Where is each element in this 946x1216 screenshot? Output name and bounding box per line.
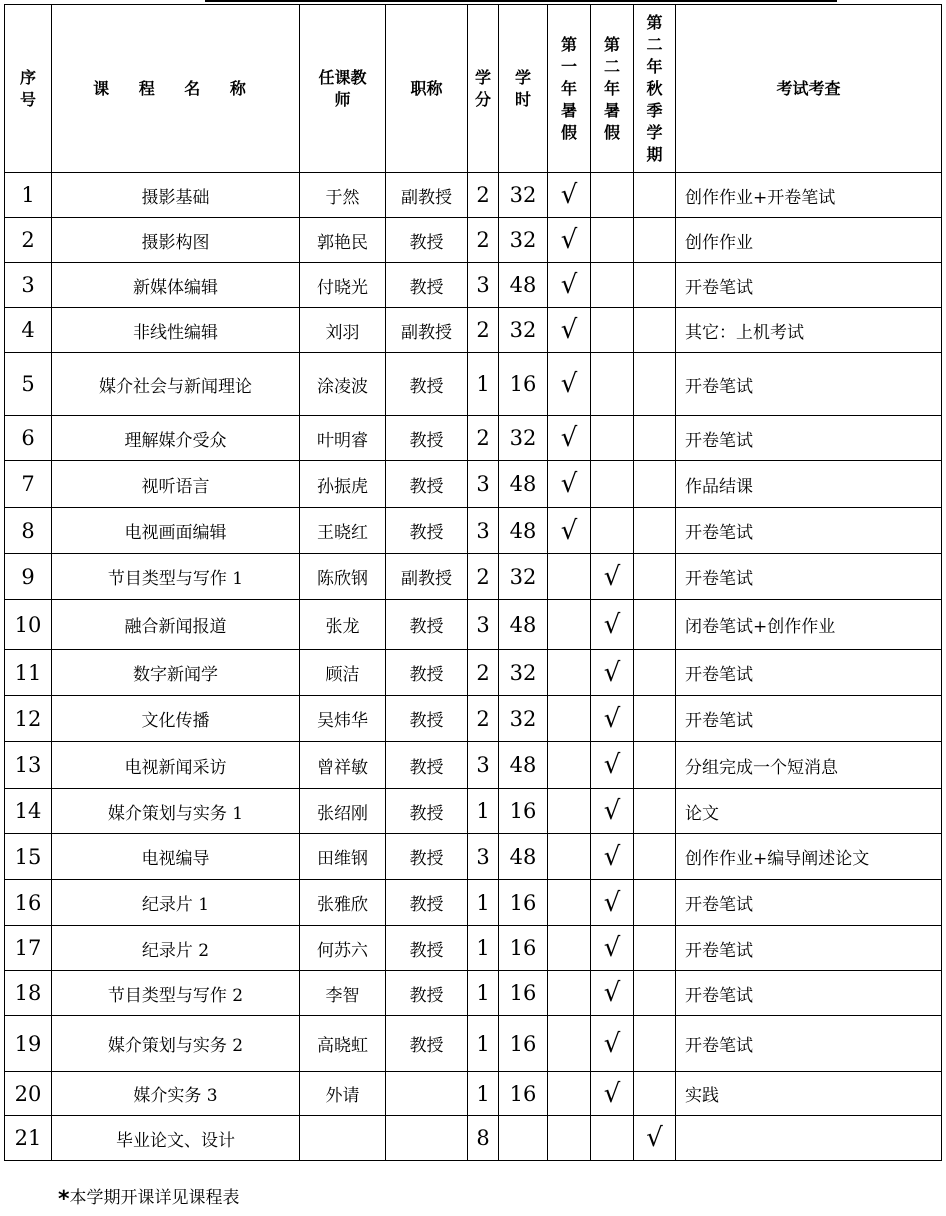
row-course-name: 文化传播 <box>52 696 300 742</box>
row-hours: 48 <box>499 742 548 789</box>
table-row <box>5 1016 942 1072</box>
check-mark-icon: √ <box>603 750 621 780</box>
row-credit: 2 <box>468 218 499 263</box>
row-course-name: 媒介策划与实务 2 <box>52 1016 300 1072</box>
table-row <box>5 600 942 650</box>
row-course-name: 纪录片 1 <box>52 880 300 926</box>
row-credit: 1 <box>468 1016 499 1072</box>
row-year2-summer <box>591 650 634 696</box>
row-exam: 论文 <box>676 789 942 834</box>
row-hours: 32 <box>499 218 548 263</box>
check-mark-icon: √ <box>603 1028 621 1059</box>
row-credit: 3 <box>468 834 499 880</box>
row-exam: 开卷笔试 <box>676 650 942 696</box>
row-year2-summer <box>591 926 634 971</box>
row-exam: 创作作业+开卷笔试 <box>676 173 942 218</box>
row-hours: 48 <box>499 263 548 308</box>
check-mark-icon: √ <box>603 887 621 918</box>
row-seq: 17 <box>5 926 52 971</box>
table-row <box>5 353 942 416</box>
row-exam: 开卷笔试 <box>676 508 942 554</box>
table-body <box>5 173 942 1161</box>
row-credit: 2 <box>468 416 499 461</box>
row-exam: 开卷笔试 <box>676 971 942 1016</box>
table-row <box>5 696 942 742</box>
row-seq: 7 <box>5 461 52 508</box>
row-year2-summer <box>591 353 634 416</box>
header-seq: 序号 <box>5 5 52 173</box>
table-row <box>5 650 942 696</box>
row-teacher: 田维钢 <box>300 834 386 880</box>
row-year2-summer <box>591 508 634 554</box>
row-exam: 开卷笔试 <box>676 880 942 926</box>
row-seq: 11 <box>5 650 52 696</box>
row-seq: 18 <box>5 971 52 1016</box>
row-course-name: 电视编导 <box>52 834 300 880</box>
row-title: 副教授 <box>386 308 468 353</box>
row-teacher: 顾洁 <box>300 650 386 696</box>
table-header <box>5 5 942 173</box>
row-year2-summer <box>591 971 634 1016</box>
row-title: 教授 <box>386 789 468 834</box>
check-mark-icon: √ <box>603 1078 621 1109</box>
row-year2-summer <box>591 308 634 353</box>
table-row <box>5 880 942 926</box>
row-seq: 2 <box>5 218 52 263</box>
row-year2-summer <box>591 263 634 308</box>
row-year2-summer <box>591 554 634 600</box>
row-seq: 10 <box>5 600 52 650</box>
row-course-name: 电视新闻采访 <box>52 742 300 789</box>
table-row <box>5 218 942 263</box>
row-hours: 16 <box>499 880 548 926</box>
row-title: 教授 <box>386 508 468 554</box>
row-seq: 21 <box>5 1116 52 1161</box>
row-seq: 16 <box>5 880 52 926</box>
table-row <box>5 742 942 789</box>
header-year2-autumn: 第二年秋季学期 <box>634 5 676 173</box>
check-mark-icon: √ <box>560 515 578 546</box>
check-mark-icon: √ <box>646 1123 663 1153</box>
check-mark-icon: √ <box>560 369 578 399</box>
row-course-name: 数字新闻学 <box>52 650 300 696</box>
row-course-name: 新媒体编辑 <box>52 263 300 308</box>
check-mark-icon: √ <box>603 703 621 734</box>
row-year1-summer <box>548 353 591 416</box>
row-year1-summer <box>548 263 591 308</box>
header-credit: 学分 <box>468 5 499 173</box>
row-teacher: 何苏六 <box>300 926 386 971</box>
row-title: 副教授 <box>386 173 468 218</box>
row-year2-summer <box>591 1072 634 1116</box>
row-course-name: 媒介实务 3 <box>52 1072 300 1116</box>
row-course-name: 毕业论文、设计 <box>52 1116 300 1161</box>
row-year2-summer <box>591 742 634 789</box>
row-credit: 1 <box>468 926 499 971</box>
table-row <box>5 1072 942 1116</box>
row-seq: 3 <box>5 263 52 308</box>
check-mark-icon: √ <box>560 315 578 345</box>
row-year2-autumn <box>634 1016 676 1072</box>
header-course-name: 课 程 名 称 <box>52 5 300 173</box>
check-mark-icon: √ <box>560 180 578 210</box>
row-year1-summer <box>548 696 591 742</box>
row-year1-summer <box>548 1072 591 1116</box>
row-credit: 3 <box>468 461 499 508</box>
row-year2-summer <box>591 416 634 461</box>
row-teacher: 张龙 <box>300 600 386 650</box>
row-hours: 32 <box>499 696 548 742</box>
row-exam: 开卷笔试 <box>676 416 942 461</box>
row-course-name: 融合新闻报道 <box>52 600 300 650</box>
table-row <box>5 554 942 600</box>
row-teacher: 于然 <box>300 173 386 218</box>
check-mark-icon: √ <box>603 796 621 826</box>
check-mark-icon: √ <box>560 270 578 300</box>
footnote-star: * <box>58 1187 70 1212</box>
table-row <box>5 926 942 971</box>
row-teacher: 李智 <box>300 971 386 1016</box>
row-credit: 2 <box>468 696 499 742</box>
row-credit: 8 <box>468 1116 499 1161</box>
row-year2-autumn <box>634 308 676 353</box>
row-year2-autumn <box>634 600 676 650</box>
row-year2-autumn <box>634 926 676 971</box>
row-year2-summer <box>591 173 634 218</box>
row-credit: 1 <box>468 1072 499 1116</box>
row-year2-autumn <box>634 1116 676 1161</box>
row-exam: 开卷笔试 <box>676 926 942 971</box>
row-hours: 32 <box>499 416 548 461</box>
row-year2-autumn <box>634 554 676 600</box>
row-exam: 开卷笔试 <box>676 1016 942 1072</box>
footnote <box>58 1183 240 1212</box>
row-year1-summer <box>548 308 591 353</box>
course-table <box>4 4 942 1161</box>
row-credit: 3 <box>468 742 499 789</box>
check-mark-icon: √ <box>603 609 621 640</box>
row-year2-autumn <box>634 353 676 416</box>
row-title: 教授 <box>386 696 468 742</box>
row-title: 教授 <box>386 880 468 926</box>
row-teacher: 刘羽 <box>300 308 386 353</box>
row-year1-summer <box>548 554 591 600</box>
row-exam: 分组完成一个短消息 <box>676 742 942 789</box>
row-year1-summer <box>548 173 591 218</box>
row-course-name: 节目类型与写作 1 <box>52 554 300 600</box>
header-teacher: 任课教师 <box>300 5 386 173</box>
row-seq: 6 <box>5 416 52 461</box>
row-teacher: 曾祥敏 <box>300 742 386 789</box>
row-exam: 其它：上机考试 <box>676 308 942 353</box>
row-title: 教授 <box>386 926 468 971</box>
row-title: 教授 <box>386 461 468 508</box>
check-mark-icon: √ <box>603 561 621 592</box>
header-year1-summer: 第一年暑假 <box>548 5 591 173</box>
row-year1-summer <box>548 742 591 789</box>
row-seq: 1 <box>5 173 52 218</box>
row-exam: 实践 <box>676 1072 942 1116</box>
row-exam: 创作作业+编导阐述论文 <box>676 834 942 880</box>
row-credit: 2 <box>468 650 499 696</box>
table-row <box>5 508 942 554</box>
row-exam: 开卷笔试 <box>676 353 942 416</box>
row-year1-summer <box>548 650 591 696</box>
row-credit: 3 <box>468 600 499 650</box>
row-year2-autumn <box>634 789 676 834</box>
row-year2-autumn <box>634 508 676 554</box>
header-year2-summer: 第二年暑假 <box>591 5 634 173</box>
row-year1-summer <box>548 834 591 880</box>
row-teacher: 张雅欣 <box>300 880 386 926</box>
row-year2-autumn <box>634 834 676 880</box>
row-year2-summer <box>591 696 634 742</box>
row-year2-summer <box>591 880 634 926</box>
row-seq: 12 <box>5 696 52 742</box>
row-year2-autumn <box>634 1072 676 1116</box>
row-year2-autumn <box>634 461 676 508</box>
row-teacher: 涂凌波 <box>300 353 386 416</box>
row-exam: 开卷笔试 <box>676 554 942 600</box>
row-year1-summer <box>548 971 591 1016</box>
row-seq: 13 <box>5 742 52 789</box>
row-hours: 16 <box>499 926 548 971</box>
row-course-name: 摄影构图 <box>52 218 300 263</box>
row-title: 教授 <box>386 263 468 308</box>
row-teacher <box>300 1116 386 1161</box>
footnote-text: 本学期开课详见课程表 <box>69 1188 240 1208</box>
row-exam: 闭卷笔试+创作作业 <box>676 600 942 650</box>
row-title: 副教授 <box>386 554 468 600</box>
row-hours: 32 <box>499 650 548 696</box>
row-hours: 48 <box>499 834 548 880</box>
row-year2-autumn <box>634 173 676 218</box>
row-year2-autumn <box>634 696 676 742</box>
row-hours: 16 <box>499 1016 548 1072</box>
row-exam: 作品结课 <box>676 461 942 508</box>
row-year2-summer <box>591 1016 634 1072</box>
row-hours: 32 <box>499 173 548 218</box>
row-year1-summer <box>548 218 591 263</box>
table-row <box>5 1116 942 1161</box>
row-teacher: 外请 <box>300 1072 386 1116</box>
row-teacher: 陈欣钢 <box>300 554 386 600</box>
row-title: 教授 <box>386 1016 468 1072</box>
check-mark-icon: √ <box>560 423 578 453</box>
row-year2-autumn <box>634 416 676 461</box>
row-hours: 16 <box>499 971 548 1016</box>
row-seq: 15 <box>5 834 52 880</box>
check-mark-icon: √ <box>560 225 578 255</box>
check-mark-icon: √ <box>603 978 621 1008</box>
row-course-name: 摄影基础 <box>52 173 300 218</box>
row-hours: 32 <box>499 554 548 600</box>
check-mark-icon: √ <box>603 933 621 963</box>
row-course-name: 媒介策划与实务 1 <box>52 789 300 834</box>
row-year1-summer <box>548 1016 591 1072</box>
row-title: 教授 <box>386 416 468 461</box>
table-row <box>5 173 942 218</box>
row-seq: 19 <box>5 1016 52 1072</box>
row-year2-summer <box>591 789 634 834</box>
row-title: 教授 <box>386 971 468 1016</box>
row-title <box>386 1116 468 1161</box>
row-title: 教授 <box>386 742 468 789</box>
row-year2-autumn <box>634 650 676 696</box>
row-course-name: 非线性编辑 <box>52 308 300 353</box>
row-year1-summer <box>548 461 591 508</box>
table-row <box>5 461 942 508</box>
row-exam: 创作作业 <box>676 218 942 263</box>
row-title: 教授 <box>386 600 468 650</box>
row-year2-autumn <box>634 971 676 1016</box>
row-teacher: 吴炜华 <box>300 696 386 742</box>
row-year1-summer <box>548 1116 591 1161</box>
row-teacher: 郭艳民 <box>300 218 386 263</box>
row-teacher: 孙振虎 <box>300 461 386 508</box>
row-title: 教授 <box>386 218 468 263</box>
row-year2-summer <box>591 218 634 263</box>
row-hours: 32 <box>499 308 548 353</box>
row-course-name: 节目类型与写作 2 <box>52 971 300 1016</box>
row-seq: 4 <box>5 308 52 353</box>
header-hours: 学时 <box>499 5 548 173</box>
row-year1-summer <box>548 416 591 461</box>
row-hours: 16 <box>499 353 548 416</box>
row-year1-summer <box>548 880 591 926</box>
row-credit: 1 <box>468 353 499 416</box>
table-row <box>5 263 942 308</box>
row-credit: 1 <box>468 971 499 1016</box>
row-credit: 1 <box>468 880 499 926</box>
row-credit: 3 <box>468 508 499 554</box>
table-row <box>5 971 942 1016</box>
row-year2-autumn <box>634 218 676 263</box>
row-teacher: 张绍刚 <box>300 789 386 834</box>
header-exam: 考试考查 <box>676 5 942 173</box>
row-year2-summer <box>591 1116 634 1161</box>
row-exam: 开卷笔试 <box>676 696 942 742</box>
row-title <box>386 1072 468 1116</box>
row-title: 教授 <box>386 353 468 416</box>
row-hours: 16 <box>499 789 548 834</box>
row-seq: 9 <box>5 554 52 600</box>
row-hours: 16 <box>499 1072 548 1116</box>
row-seq: 20 <box>5 1072 52 1116</box>
row-credit: 2 <box>468 308 499 353</box>
row-seq: 8 <box>5 508 52 554</box>
row-title: 教授 <box>386 650 468 696</box>
row-hours: 48 <box>499 600 548 650</box>
row-year2-autumn <box>634 263 676 308</box>
check-mark-icon: √ <box>603 657 621 688</box>
row-course-name: 视听语言 <box>52 461 300 508</box>
row-year1-summer <box>548 789 591 834</box>
row-credit: 3 <box>468 263 499 308</box>
row-year2-autumn <box>634 742 676 789</box>
row-credit: 2 <box>468 554 499 600</box>
row-exam <box>676 1116 942 1161</box>
row-teacher: 叶明睿 <box>300 416 386 461</box>
top-rule <box>205 0 837 2</box>
row-credit: 2 <box>468 173 499 218</box>
row-hours <box>499 1116 548 1161</box>
check-mark-icon: √ <box>603 841 621 872</box>
row-course-name: 理解媒介受众 <box>52 416 300 461</box>
check-mark-icon: √ <box>560 469 578 499</box>
row-year2-summer <box>591 834 634 880</box>
table-row <box>5 834 942 880</box>
row-year1-summer <box>548 600 591 650</box>
row-seq: 5 <box>5 353 52 416</box>
table-row <box>5 789 942 834</box>
row-title: 教授 <box>386 834 468 880</box>
row-hours: 48 <box>499 508 548 554</box>
table-row <box>5 308 942 353</box>
header-title: 职称 <box>386 5 468 173</box>
row-teacher: 付晓光 <box>300 263 386 308</box>
row-course-name: 电视画面编辑 <box>52 508 300 554</box>
row-seq: 14 <box>5 789 52 834</box>
row-teacher: 王晓红 <box>300 508 386 554</box>
row-year2-summer <box>591 461 634 508</box>
row-exam: 开卷笔试 <box>676 263 942 308</box>
row-credit: 1 <box>468 789 499 834</box>
row-year2-autumn <box>634 880 676 926</box>
row-course-name: 纪录片 2 <box>52 926 300 971</box>
row-course-name: 媒介社会与新闻理论 <box>52 353 300 416</box>
row-year2-summer <box>591 600 634 650</box>
table-row <box>5 416 942 461</box>
row-hours: 48 <box>499 461 548 508</box>
row-year1-summer <box>548 926 591 971</box>
row-year1-summer <box>548 508 591 554</box>
row-teacher: 高晓虹 <box>300 1016 386 1072</box>
